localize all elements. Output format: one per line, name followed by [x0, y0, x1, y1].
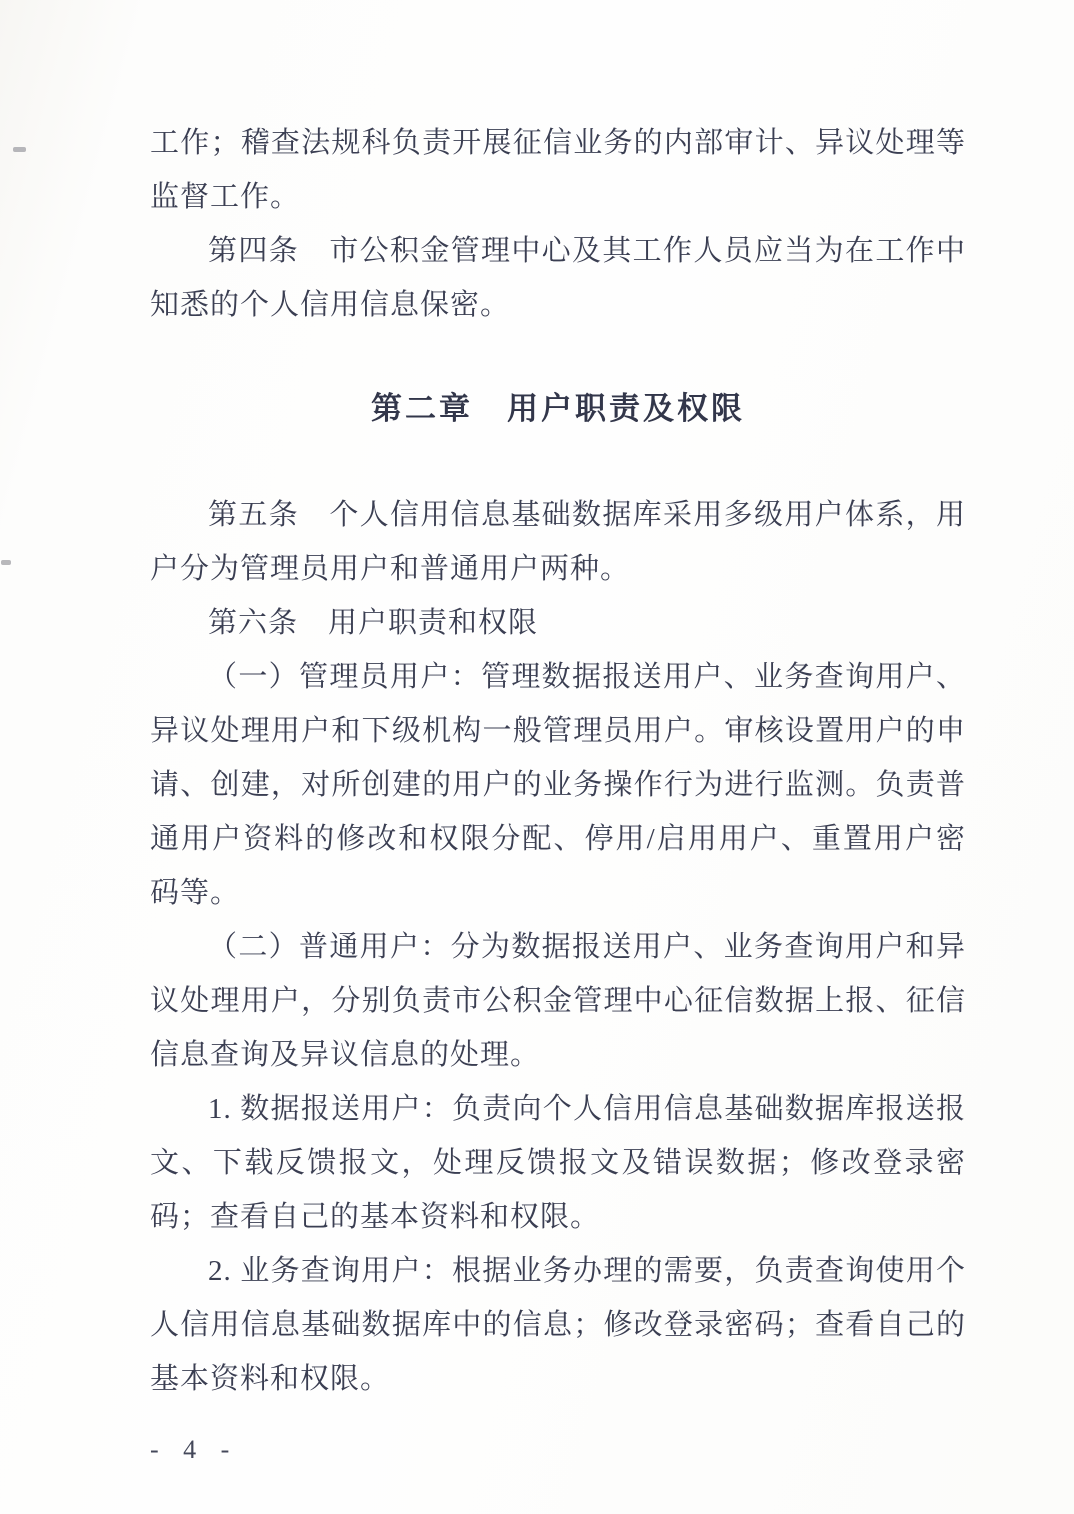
paragraph-article-5-user-system: 第五条 个人信用信息基础数据库采用多级用户体系，用户分为管理员用户和普通用户两种。: [150, 499, 966, 585]
scan-speck-mid-left: [1, 560, 11, 565]
paragraph-item-1-admin-user: （一）管理员用户：管理数据报送用户、业务查询用户、异议处理用户和下级机构一般管理员用户。审核设置用户的申请、创建，对所创建的用户的业务操作行为进行监测。负责普通用户资料的修改和权限分配、停用/启用用户、重置用户密码等。: [150, 661, 966, 909]
paragraph-sub-1-data-reporting-user: 1. 数据报送用户：负责向个人信用信息基础数据库报送报文、下载反馈报文，处理反馈报文及错误数据；修改登录密码；查看自己的基本资料和权限。: [150, 1093, 966, 1233]
paragraph-supervision-duties-continued: 工作；稽查法规科负责开展征信业务的内部审计、异议处理等监督工作。: [150, 127, 966, 213]
chapter-2-heading: 第二章 用户职责及权限: [371, 391, 745, 426]
paragraph-article-6-title: 第六条 用户职责和权限: [208, 607, 539, 639]
scan-speck-top-left: [13, 147, 26, 152]
paragraph-item-2-ordinary-user: （二）普通用户：分为数据报送用户、业务查询用户和异议处理用户，分别负责市公积金管理中心征信数据上报、征信信息查询及异议信息的处理。: [150, 931, 966, 1071]
paragraph-sub-2-business-query-user: 2. 业务查询用户：根据业务办理的需要，负责查询使用个人信用信息基础数据库中的信息；修改登录密码；查看自己的基本资料和权限。: [150, 1255, 966, 1395]
page-number: - 4 -: [150, 1435, 232, 1464]
paragraph-article-4-confidentiality: 第四条 市公积金管理中心及其工作人员应当为在工作中知悉的个人信用信息保密。: [150, 235, 966, 321]
